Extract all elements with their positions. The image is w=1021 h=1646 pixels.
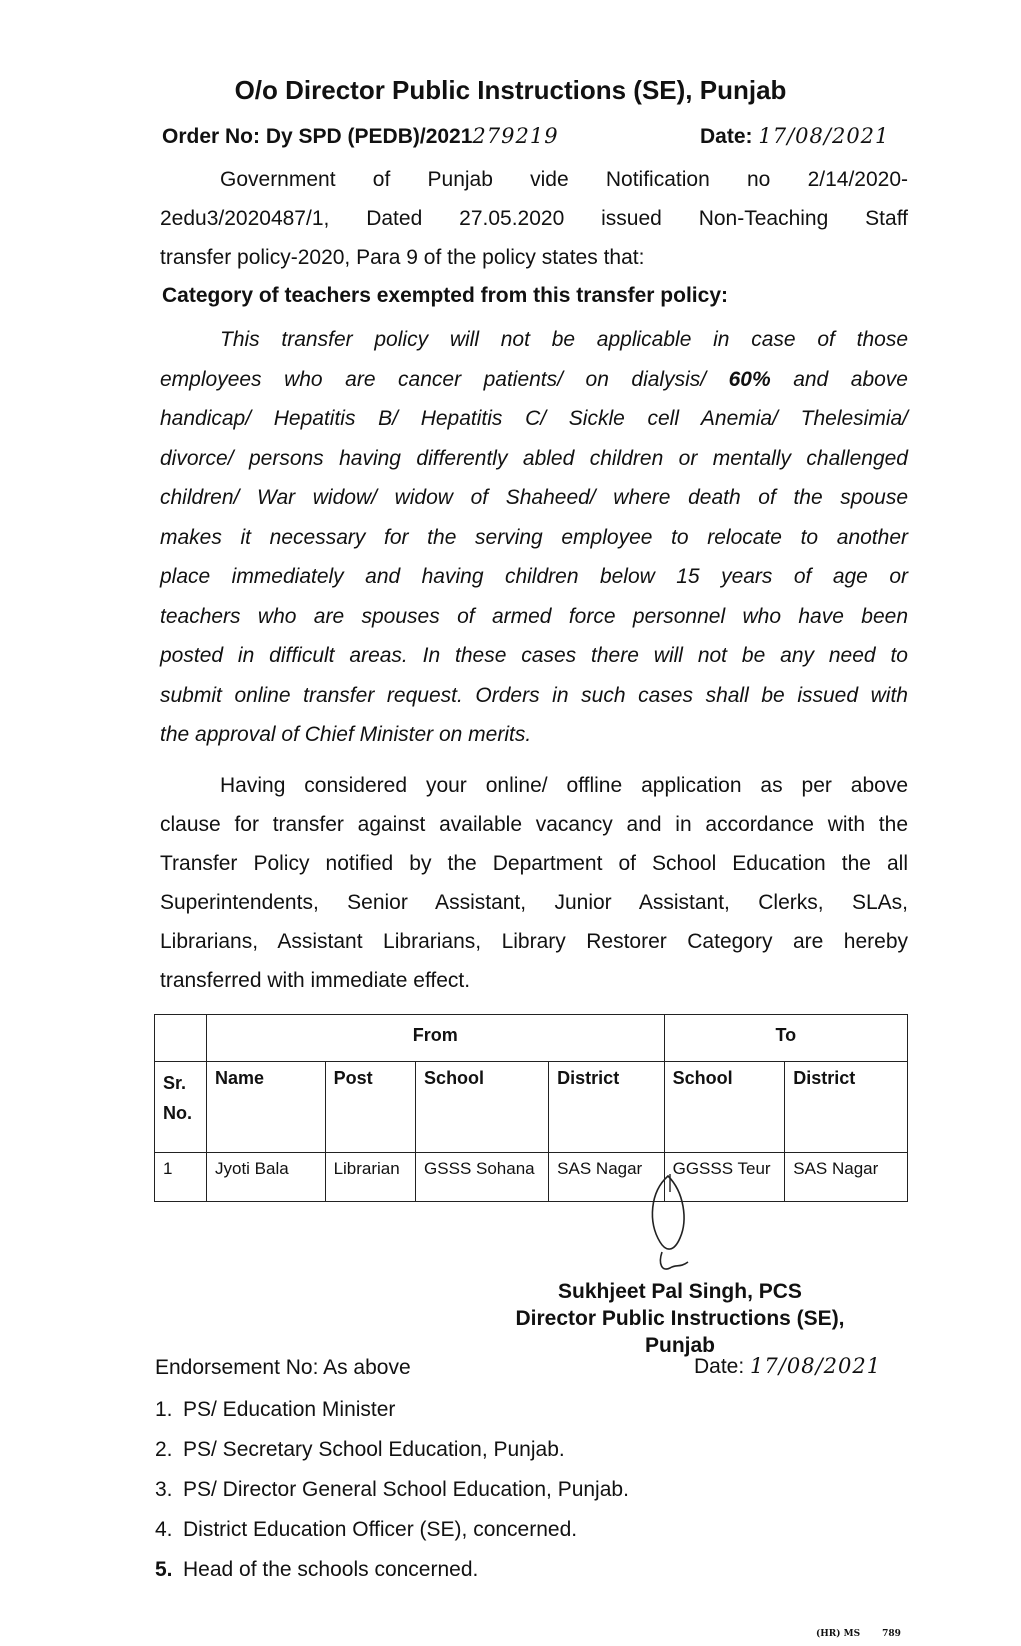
signatory-name: Sukhjeet Pal Singh, PCS: [558, 1280, 802, 1303]
list-item-text: PS/ Director General School Education, Punjab.: [183, 1478, 629, 1501]
para3-line: Transfer Policy notified by the Department of School Education the all: [160, 852, 908, 875]
para2-line: [160, 360, 908, 400]
list-item: [155, 1550, 629, 1590]
table-group-to: To: [664, 1015, 907, 1062]
exemption-paragraph: [160, 320, 908, 755]
para3-line: clause for transfer against available vacancy and in accordance with the: [160, 813, 908, 836]
transfer-table: [154, 1014, 908, 1202]
order-number: [162, 124, 559, 149]
signatory-designation: Director Public Instructions (SE),: [515, 1307, 845, 1330]
endorsement-label: Endorsement No: As above: [155, 1356, 411, 1379]
table-group-from: From: [207, 1015, 665, 1062]
table-cell: 1: [155, 1153, 207, 1202]
para1-line: Government of Punjab vide Notification no 2/14/2020-: [220, 168, 908, 191]
signature-block: [480, 1278, 880, 1359]
para3-line: Librarians, Assistant Librarians, Library Restorer Category are hereby: [160, 930, 908, 953]
list-item: [155, 1470, 629, 1510]
column-header: Name: [207, 1062, 326, 1153]
table-cell: Librarian: [325, 1153, 415, 1202]
percentage-bold: 60%: [728, 367, 771, 391]
column-header: School: [664, 1062, 785, 1153]
endorsement-list: [155, 1390, 629, 1590]
order-date: [700, 124, 889, 149]
list-item-text: PS/ Education Minister: [183, 1398, 396, 1421]
table-header-row: [155, 1062, 908, 1153]
column-header: Sr. No.: [155, 1062, 207, 1153]
list-item: [155, 1390, 629, 1430]
list-item-number: 1.: [155, 1398, 173, 1421]
table-corner-cell: [155, 1015, 207, 1062]
para2-line-part: and above: [770, 367, 908, 391]
para3-line: Having considered your online/ offline application as per above: [220, 774, 908, 797]
signature-scribble-icon: [640, 1172, 700, 1282]
list-item: [155, 1510, 629, 1550]
table-cell: GSSS Sohana: [416, 1153, 549, 1202]
para2-line: the approval of Chief Minister on merits.: [160, 723, 532, 746]
table-cell: SAS Nagar: [785, 1153, 908, 1202]
para3-line: Superintendents, Senior Assistant, Junior Assistant, Clerks, SLAs,: [160, 891, 908, 914]
category-heading: Category of teachers exempted from this transfer policy:: [162, 284, 728, 307]
para2-line-part: employees who are cancer patients/ on dialysis/: [160, 367, 729, 391]
column-header: District: [549, 1062, 664, 1153]
para2-line: divorce/ persons having differently abled children or mentally challenged: [160, 446, 908, 470]
list-item-text: District Education Officer (SE), concerned.: [183, 1518, 578, 1541]
column-header: District: [785, 1062, 908, 1153]
table-row: [155, 1153, 908, 1202]
endorsement-date-label: Date:: [694, 1355, 745, 1378]
para1-line: 2edu3/2020487/1, Dated 27.05.2020 issued Non-Teaching Staff: [160, 207, 908, 230]
table-cell: Jyoti Bala: [207, 1153, 326, 1202]
table-cell: SAS Nagar: [549, 1153, 664, 1202]
para1-line: transfer policy-2020, Para 9 of the policy states that:: [160, 246, 645, 269]
para2-line: submit online transfer request. Orders in such cases shall be issued with: [160, 683, 908, 707]
column-header: Post: [325, 1062, 415, 1153]
table-cell: GGSSS Teur: [664, 1153, 785, 1202]
order-number-handwritten: 279219: [472, 124, 559, 148]
list-item-number: 3.: [155, 1478, 173, 1501]
footer-code: [816, 1629, 923, 1639]
list-item-number: 2.: [155, 1438, 173, 1461]
para2-line: children/ War widow/ widow of Shaheed/ where death of the spouse: [160, 486, 908, 509]
list-item-text: PS/ Secretary School Education, Punjab.: [183, 1438, 565, 1461]
para2-line: This transfer policy will not be applicable in case of those: [220, 328, 908, 351]
list-item-number: 5.: [155, 1558, 173, 1581]
intro-paragraph: [160, 160, 908, 277]
office-title: O/o Director Public Instructions (SE), Punjab: [234, 75, 787, 105]
footer-number: 789: [882, 1629, 901, 1639]
para2-line: handicap/ Hepatitis B/ Hepatitis C/ Sickle cell Anemia/ Thelesimia/: [160, 407, 908, 430]
para3-line: transferred with immediate effect.: [160, 969, 471, 992]
list-item-text: Head of the schools concerned.: [183, 1558, 479, 1581]
endorsement-date-handwritten: 17/08/2021: [750, 1354, 882, 1378]
para2-line: makes it necessary for the serving employee to relocate to another: [160, 525, 908, 549]
column-header: School: [416, 1062, 549, 1153]
table-group-header-row: [155, 1015, 908, 1062]
order-date-handwritten: 17/08/2021: [758, 124, 890, 148]
endorsement-date: [694, 1354, 881, 1379]
para2-line: teachers who are spouses of armed force personnel who have been: [160, 604, 908, 628]
list-item-number: 4.: [155, 1518, 173, 1541]
signatory-state: Punjab: [644, 1334, 715, 1357]
para2-line: posted in difficult areas. In these cases there will not be any need to: [160, 644, 908, 667]
order-date-label: Date:: [700, 125, 753, 148]
list-item: [155, 1430, 629, 1470]
order-number-text: Order No: Dy SPD (PEDB)/2021: [162, 125, 473, 148]
transfer-paragraph: [160, 766, 908, 1000]
para2-line: place immediately and having children below 15 years of age or: [160, 565, 908, 588]
footer-code-text: (HR) MS: [816, 1629, 861, 1639]
